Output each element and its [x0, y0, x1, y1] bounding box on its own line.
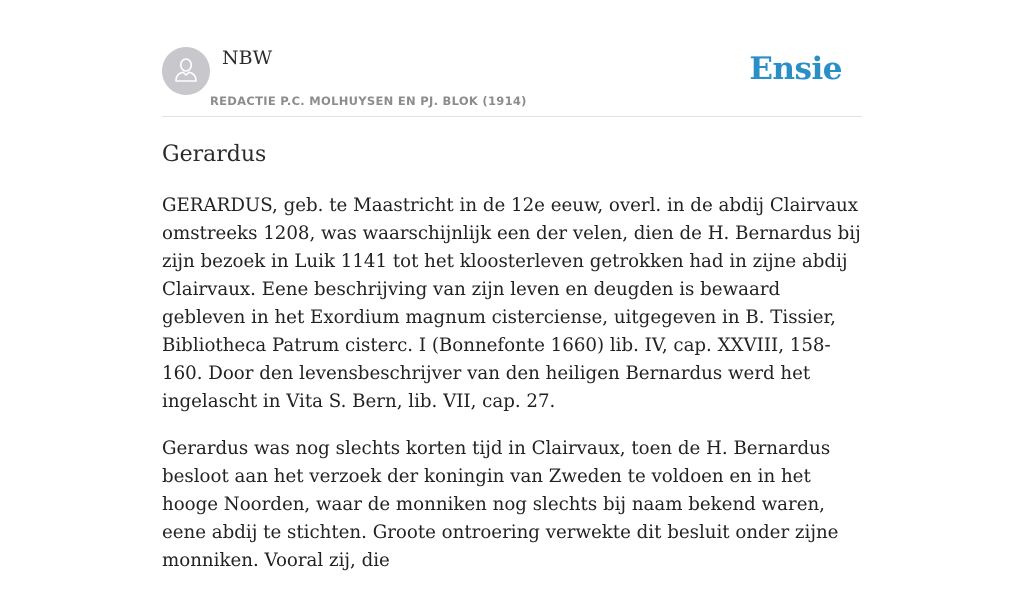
- user-icon: [173, 55, 199, 88]
- source-avatar[interactable]: [162, 47, 210, 95]
- source-header: [162, 0, 862, 117]
- page-title: Gerardus: [162, 142, 267, 167]
- source-subtitle: REDACTIE P.C. MOLHUYSEN EN PJ. BLOK (1914): [210, 94, 527, 108]
- brand-logo[interactable]: Ensie: [749, 51, 842, 87]
- article-body: [162, 192, 862, 594]
- source-name[interactable]: NBW: [222, 47, 273, 69]
- article-paragraph: GERARDUS, geb. te Maastricht in de 12e eeuw, overl. in de abdij Clairvaux omstreeks 1208, was waarschijnlijk een der velen, dien de H. Bernardus bij zijn bezoek in Luik 1141 tot het kloosterleven getrokken had in zijne abdij Clairvaux. Eene beschrijving van zijn leven en deugden is bewaard gebleven in het Exordium magnum cisterciense, uitgegeven in B. Tissier, Bibliotheca Patrum cisterc. I (Bonnefonte 1660) lib. IV, cap. XXVIII, 158-160. Door den levensbeschrijver van den heiligen Bernardus werd het ingelascht in Vita S. Bern, lib. VII, cap. 27.: [162, 195, 861, 412]
- article-paragraph: Gerardus was nog slechts korten tijd in Clairvaux, toen de H. Bernardus besloot aan het verzoek der koningin van Zweden te voldoen en in het hooge Noorden, waar de monniken nog slechts bij naam bekend waren, eene abdij te stichten. Groote ontroering verwekte dit besluit onder zijne monniken. Vooral zij, die: [162, 438, 839, 571]
